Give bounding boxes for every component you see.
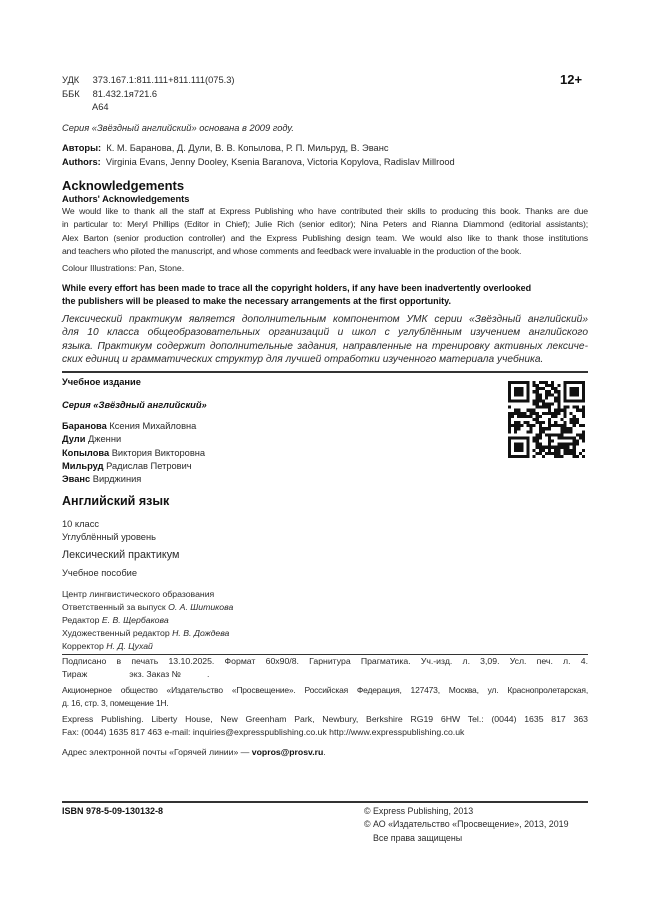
bbk: ББК 81.432.1я721.6 bbox=[62, 89, 158, 99]
book-grade: 10 класс bbox=[62, 519, 99, 529]
author-item: Дули Дженни bbox=[62, 434, 122, 445]
hotline-email[interactable]: vopros@prosv.ru bbox=[251, 747, 324, 757]
series-note: Серия «Звёздный английский» основана в 2009 году. bbox=[62, 123, 295, 133]
acknowledgements-subtitle: Authors' Acknowledgements bbox=[62, 194, 190, 204]
divider bbox=[62, 371, 588, 373]
book-subtitle: Лексический практикум bbox=[62, 549, 180, 561]
divider bbox=[62, 801, 588, 803]
book-type: Учебное пособие bbox=[62, 568, 138, 578]
author-item: Эванс Вирджиния bbox=[62, 474, 142, 485]
publisher-ru: Акционерное общество «Издательство «Просвещение». Российская Федерация, 127473, Москва, ул. Краснопролетарская, д. 16, стр. 3, помещение 1Н. bbox=[62, 685, 588, 709]
credit-item: Редактор Е. В. Щербакова bbox=[62, 615, 169, 625]
credit-item: Ответственный за выпуск О. А. Шитикова bbox=[62, 602, 234, 612]
acknowledgements-text: We would like to thank all the staff at Express Publishing who have contributed their skills to producing this book. Thanks are due in particular to: Meryl Phillips (Editor in Chief); Julie Rich (senior editor); Nina Peters and Rianna Diammond (editorial assistants); Alex Barton (senior production controller) and the Express Publishing design team. We would also like to thank those institutions and teachers who piloted the manuscript, and whose comments and feedback were invaluable in the production of the book. bbox=[62, 206, 588, 256]
author-mark: А64 bbox=[92, 102, 109, 112]
author-item: Баранова Ксения Михайловна bbox=[62, 421, 197, 431]
publisher-en: Express Publishing. Liberty House, New Greenham Park, Newbury, Berkshire RG19 6HW Tel.: (0044) 1635 817 363 Fax: (0044) 1635 817 463 e-mail: inquiries@expresspublishing.co.uk http://www.expresspublishing.co.uk bbox=[62, 714, 588, 738]
qr-code-icon bbox=[508, 381, 585, 458]
book-title: Английский язык bbox=[62, 494, 170, 508]
udk: УДК 373.167.1:811.111+811.111(075.3) bbox=[62, 75, 235, 85]
isbn: ISBN 978-5-09-130132-8 bbox=[62, 806, 164, 816]
author-item: Мильруд Радислав Петрович bbox=[62, 460, 192, 471]
print-info: Подписано в печать 13.10.2025. Формат 60x90/8. Гарнитура Прагматика. Уч.-изд. л. 3,09. Усл. печ. л. 4. Тираж экз. Заказ № . bbox=[62, 656, 588, 680]
illustrations-credit: Colour Illustrations: Pan, Stone. bbox=[62, 263, 185, 273]
copyrights: © Express Publishing, 2013 © АО «Издательство «Просвещение», 2013, 2019 Все права защищены bbox=[364, 806, 569, 843]
series-title: Серия «Звёздный английский» bbox=[62, 400, 207, 410]
description: Лексический практикум является дополнительным компонентом УМК серии «Звёздный английский» для 10 класса общеобразовательных организаций и школ с углублённым изучением английского языка. Практикум содержит дополнительные задания, направленные на тренировку активных лексиче- ских единиц и грамматических структур для лучшей отработки изученного материала учебника. bbox=[62, 314, 588, 366]
age-rating: 12+ bbox=[560, 72, 583, 87]
book-level: Углублённый уровень bbox=[62, 532, 156, 542]
acknowledgements-title: Acknowledgements bbox=[62, 178, 185, 193]
authors-en: Authors: Virginia Evans, Jenny Dooley, Ksenia Baranova, Victoria Kopylova, Radislav Millrood bbox=[62, 157, 455, 167]
edition-type: Учебное издание bbox=[62, 377, 141, 387]
credit-item: Корректор Н. Д. Цухай bbox=[62, 641, 153, 651]
authors-ru: Авторы: К. М. Баранова, Д. Дули, В. В. Копылова, Р. П. Мильруд, В. Эванс bbox=[62, 143, 389, 153]
copyright-notice: While every effort has been made to trace all the copyright holders, if any have been inadvertently overlooked the publishers will be pleased to make the necessary arrangements at the first opportunity. bbox=[62, 283, 532, 307]
credit-item: Художественный редактор Н. В. Дождева bbox=[62, 628, 230, 638]
hotline: Адрес электронной почты «Горячей линии» — vopros@prosv.ru. bbox=[62, 747, 326, 757]
author-item: Копылова Виктория Викторовна bbox=[62, 447, 206, 458]
credits: Центр лингвистического образования Ответственный за выпуск О. А. Шитикова Редактор Е. В. Щербакова Художественный редактор Н. В. Дождева Корректор Н. Д. Цухай bbox=[62, 588, 588, 653]
